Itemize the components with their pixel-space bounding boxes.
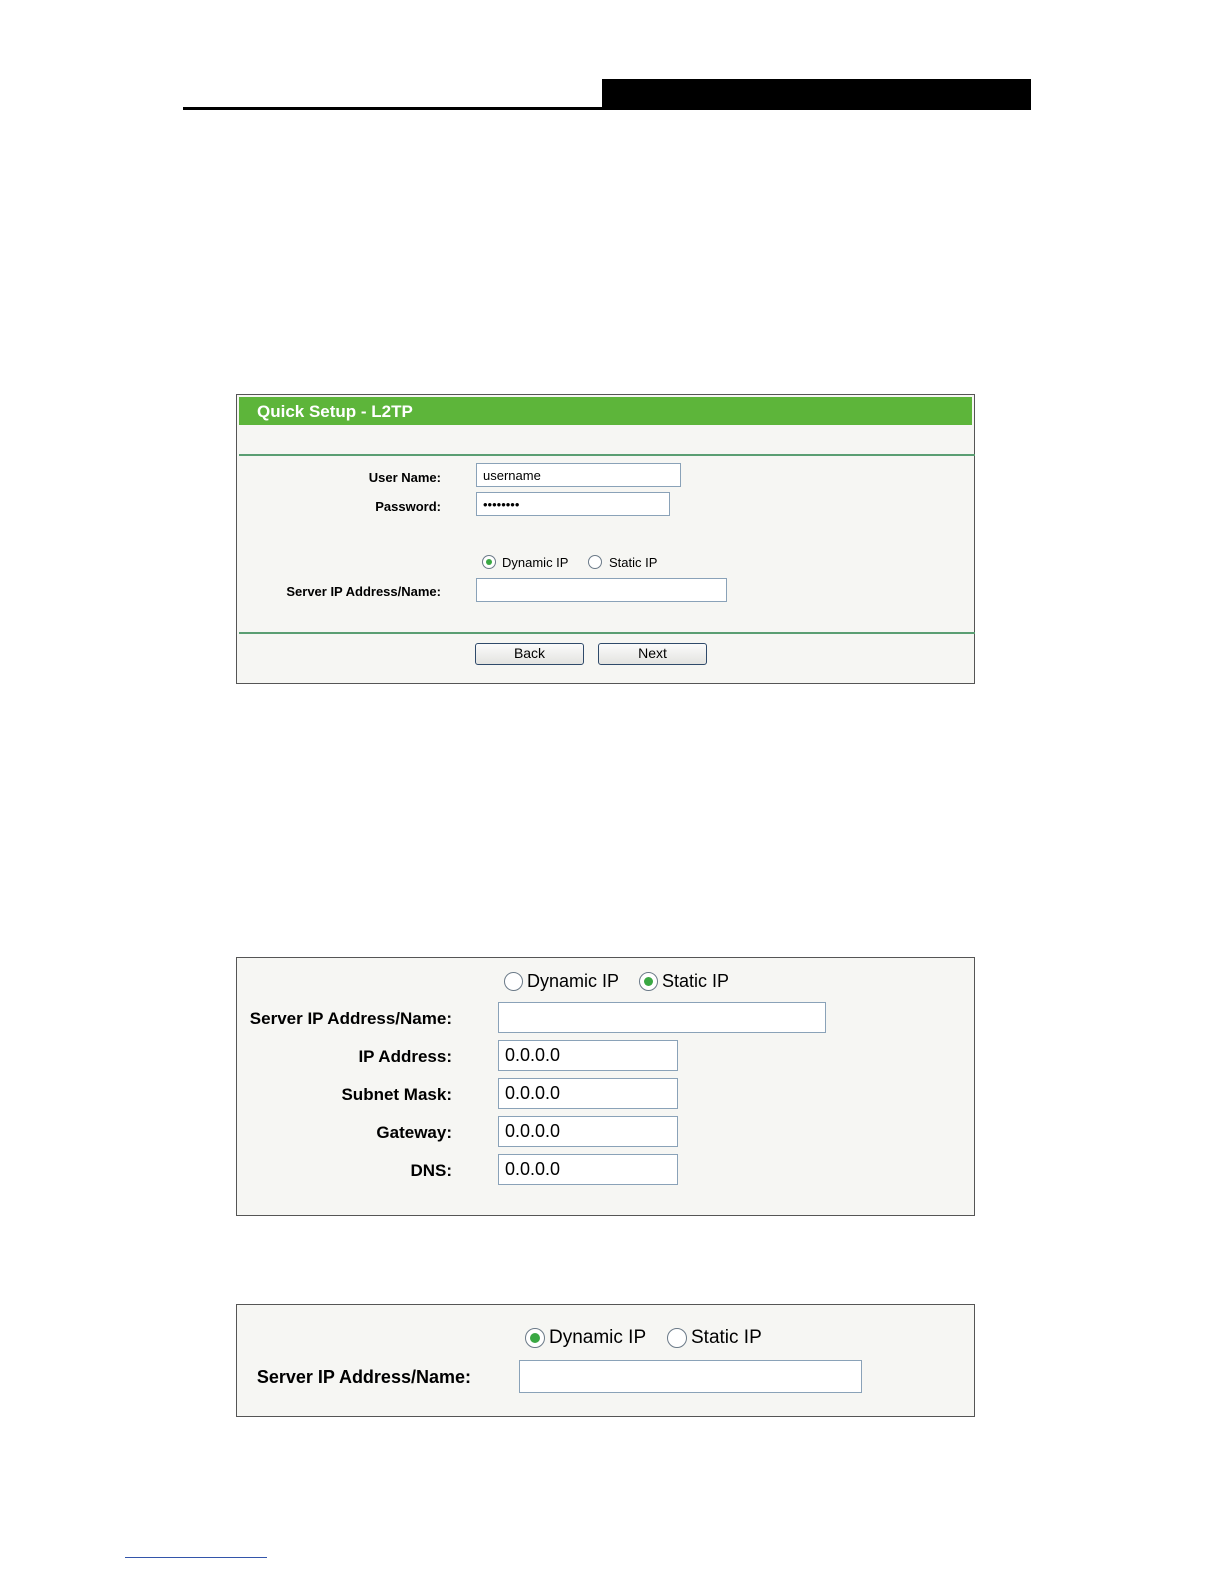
- dns-input[interactable]: [498, 1154, 678, 1185]
- password-input[interactable]: [476, 492, 670, 516]
- header-rule: [183, 107, 1031, 110]
- static-ip-label: Static IP: [609, 555, 658, 570]
- server-ip-input[interactable]: [498, 1002, 826, 1033]
- static-ip-panel: [236, 957, 975, 1216]
- radio-selected-dot: [530, 1333, 540, 1343]
- user-name-label: User Name:: [368, 470, 441, 485]
- server-ip-label: Server IP Address/Name:: [286, 584, 441, 599]
- server-ip-label: Server IP Address/Name:: [256, 1367, 471, 1387]
- gateway-input[interactable]: [498, 1116, 678, 1147]
- user-name-input[interactable]: [476, 463, 681, 487]
- static-ip-label: Static IP: [662, 971, 730, 991]
- dynamic-ip-radio[interactable]: [504, 972, 523, 991]
- dynamic-ip-label: Dynamic IP: [502, 555, 569, 570]
- header-black-bar: [602, 79, 1031, 110]
- radio-selected-dot: [486, 559, 492, 565]
- ip-address-input[interactable]: [498, 1040, 678, 1071]
- ip-address-label: IP Address:: [358, 1047, 452, 1066]
- dynamic-ip-label: Dynamic IP: [549, 1327, 647, 1348]
- static-ip-radio[interactable]: [639, 972, 658, 991]
- server-ip-input[interactable]: [519, 1360, 862, 1393]
- static-ip-radio[interactable]: [667, 1328, 687, 1348]
- static-ip-label: Static IP: [691, 1327, 762, 1348]
- panel-title: Quick Setup - L2TP: [257, 402, 413, 421]
- password-label: Password:: [375, 499, 441, 514]
- back-button[interactable]: Back: [475, 643, 584, 665]
- dynamic-ip-radio[interactable]: [525, 1328, 545, 1348]
- static-ip-radio[interactable]: [588, 555, 602, 569]
- dynamic-ip-label: Dynamic IP: [527, 971, 620, 991]
- radio-selected-dot: [644, 977, 653, 986]
- divider-bottom: [239, 632, 975, 634]
- divider-top: [239, 454, 975, 456]
- dynamic-ip-radio[interactable]: [482, 555, 496, 569]
- footer-rule: [125, 1557, 267, 1558]
- dns-label: DNS:: [410, 1161, 452, 1180]
- panel-title-bar: [239, 397, 972, 425]
- subnet-mask-input[interactable]: [498, 1078, 678, 1109]
- gateway-label: Gateway:: [376, 1123, 452, 1142]
- server-ip-label: Server IP Address/Name:: [249, 1009, 452, 1028]
- subnet-mask-label: Subnet Mask:: [341, 1085, 452, 1104]
- dynamic-ip-panel: [236, 1304, 975, 1417]
- server-ip-input[interactable]: [476, 578, 727, 602]
- quick-setup-l2tp-panel: [236, 394, 975, 684]
- next-button[interactable]: Next: [598, 643, 707, 665]
